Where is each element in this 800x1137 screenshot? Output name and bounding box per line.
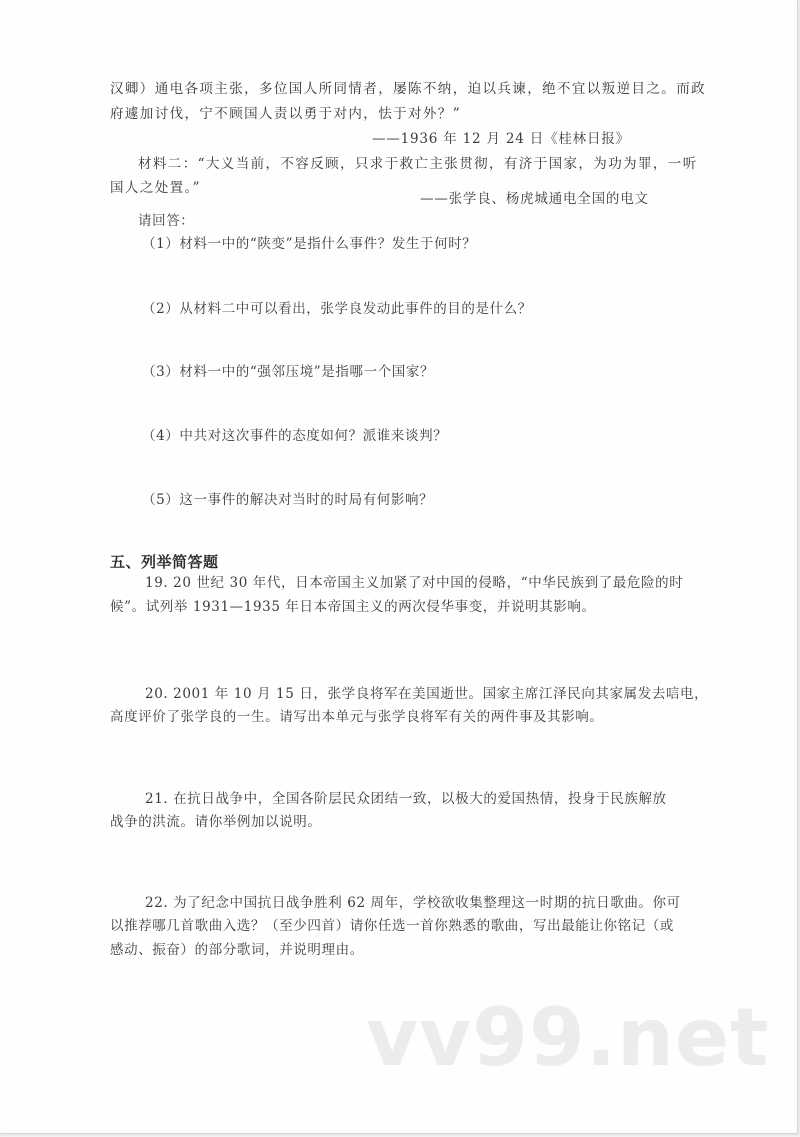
sub-question-2: （2）从材料二中可以看出，张学良发动此事件的目的是什么？ bbox=[142, 301, 532, 317]
question-21-line-2: 战争的洪流。请你举例加以说明。 bbox=[110, 814, 322, 830]
material-one-source: ——1936 年 12 月 24 日《桂林日报》 bbox=[372, 131, 630, 147]
sub-question-5: （5）这一事件的解决对当时的时局有何影响？ bbox=[142, 492, 434, 508]
question-20-line-2: 高度评价了张学良的一生。请写出本单元与张学良将军有关的两件事及其影响。 bbox=[110, 709, 604, 725]
material-two-line-2: 国人之处置。” bbox=[110, 180, 201, 196]
material-one-line-1: 汉卿）通电各项主张，多位国人所同情者，屡陈不纳，迫以兵谏，绝不宜以叛逆目之。而政 bbox=[110, 81, 706, 97]
material-two-source: ——张学良、杨虎城通电全国的电文 bbox=[420, 191, 649, 207]
sub-question-1: （1）材料一中的“陕变”是指什么事件？发生于何时？ bbox=[142, 236, 477, 252]
sub-question-3: （3）材料一中的“强邻压境”是指哪一个国家？ bbox=[142, 364, 435, 380]
sub-question-4: （4）中共对这次事件的态度如何？派谁来谈判？ bbox=[142, 428, 448, 444]
material-two-line-1: 材料二：“大义当前，不容反顾，只求于救亡主张贯彻，有济于国家，为功为罪，一听 bbox=[138, 156, 698, 172]
question-22-line-3: 感动、振奋）的部分歌词，并说明理由。 bbox=[110, 942, 364, 958]
question-21-line-1: 21. 在抗日战争中，全国各阶层民众团结一致，以极大的爱国热情，投身于民族解放 bbox=[145, 791, 667, 807]
question-19-line-1: 19. 20 世纪 30 年代，日本帝国主义加紧了对中国的侵略，“中华民族到了最危险的时 bbox=[145, 575, 684, 591]
answer-prompt: 请回答： bbox=[138, 213, 195, 229]
material-one-line-2: 府遽加讨伐，宁不顾国人责以勇于对内，怯于对外？” bbox=[110, 106, 462, 122]
question-22-line-1: 22. 为了纪念中国抗日战争胜利 62 周年，学校欲收集整理这一时期的抗日歌曲。你可 bbox=[145, 895, 681, 911]
question-20-line-1: 20. 2001 年 10 月 15 日，张学良将军在美国逝世。国家主席江泽民向其家属发去唁电， bbox=[145, 686, 709, 702]
question-19-line-2: 候”。试列举 1931—1935 年日本帝国主义的两次侵华事变，并说明其影响。 bbox=[110, 599, 596, 615]
question-22-line-2: 以推荐哪几首歌曲入选？（至少四首）请你任选一首你熟悉的歌曲，写出最能让你铭记（或 bbox=[110, 918, 674, 934]
section-five-heading: 五、列举简答题 bbox=[110, 553, 219, 571]
watermark-text: vv99.net bbox=[366, 991, 770, 1084]
